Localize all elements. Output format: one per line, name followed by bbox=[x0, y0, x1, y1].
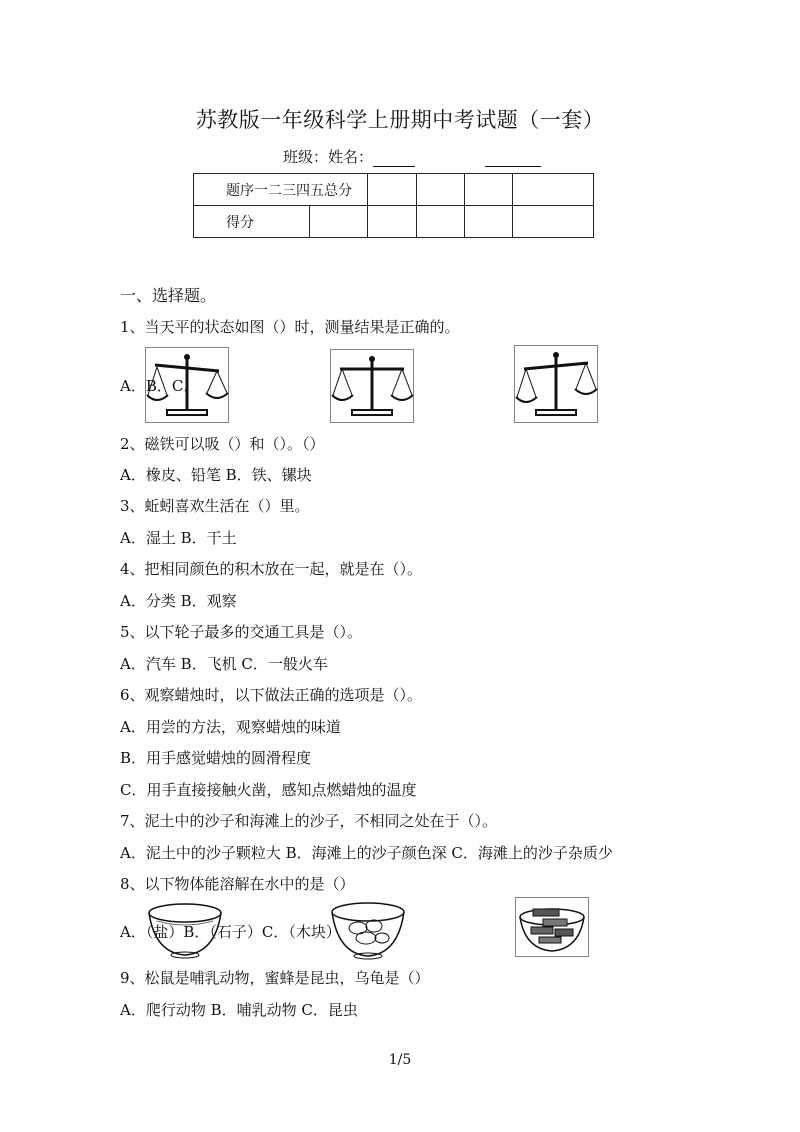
balance-image-c bbox=[514, 345, 598, 423]
question-6: 6、观察蜡烛时，以下做法正确的选项是（）。 bbox=[120, 686, 423, 704]
score-table-score-label: 得分 bbox=[194, 206, 310, 238]
question-4-options: A．分类 B．观察 bbox=[120, 592, 237, 610]
question-3-options: A．湿土 B．干土 bbox=[120, 529, 237, 547]
name-label: 姓名： bbox=[328, 148, 374, 166]
class-label: 班级： bbox=[283, 148, 329, 166]
bowl-image-wood bbox=[515, 897, 589, 957]
class-name-line bbox=[283, 146, 541, 167]
question-3: 3、蚯蚓喜欢生活在（）里。 bbox=[120, 497, 310, 515]
question-7-options: A．泥土中的沙子颗粒大 B．海滩上的沙子颜色深 C．海滩上的沙子杂质少 bbox=[120, 844, 613, 862]
score-table bbox=[193, 173, 594, 238]
question-5: 5、以下轮子最多的交通工具是（）。 bbox=[120, 623, 363, 641]
extra-blank bbox=[485, 150, 541, 167]
question-8-options: A．（盐）B．（石子）C．（木块） bbox=[120, 923, 341, 941]
page-title: 苏教版一年级科学上册期中考试题（一套） bbox=[195, 108, 605, 132]
question-6-option-a: A．用尝的方法，观察蜡烛的味道 bbox=[120, 718, 341, 736]
question-2: 2、磁铁可以吸（）和（）。（） bbox=[120, 435, 325, 453]
question-1: 1、当天平的状态如图（）时，测量结果是正确的。 bbox=[120, 318, 460, 336]
question-2-options: A．橡皮、铅笔 B．铁、镙块 bbox=[120, 466, 312, 484]
score-table-header: 题序一二三四五总分 bbox=[194, 174, 368, 206]
page-number: 1/5 bbox=[388, 1052, 412, 1068]
balance-image-b bbox=[330, 349, 414, 423]
question-8: 8、以下物体能溶解在水中的是（） bbox=[120, 875, 355, 893]
question-7: 7、泥土中的沙子和海滩上的沙子，不相同之处在于（）。 bbox=[120, 812, 498, 830]
question-9: 9、松鼠是哺乳动物，蜜蜂是昆虫，乌龟是（） bbox=[120, 969, 430, 987]
section-heading: 一、选择题。 bbox=[120, 286, 217, 305]
name-blank bbox=[373, 150, 415, 167]
question-5-options: A．汽车 B．飞机 C．一般火车 bbox=[120, 655, 328, 673]
question-6-option-b: B．用手感觉蜡烛的圆滑程度 bbox=[120, 749, 312, 767]
question-9-options: A．爬行动物 B．哺乳动物 C．昆虫 bbox=[120, 1001, 358, 1019]
question-1-options: A．B．C． bbox=[120, 377, 199, 395]
question-4: 4、把相同颜色的积木放在一起，就是在（）。 bbox=[120, 560, 423, 578]
question-6-option-c: C．用手直接接触火凿，感知点燃蜡烛的温度 bbox=[120, 781, 417, 799]
